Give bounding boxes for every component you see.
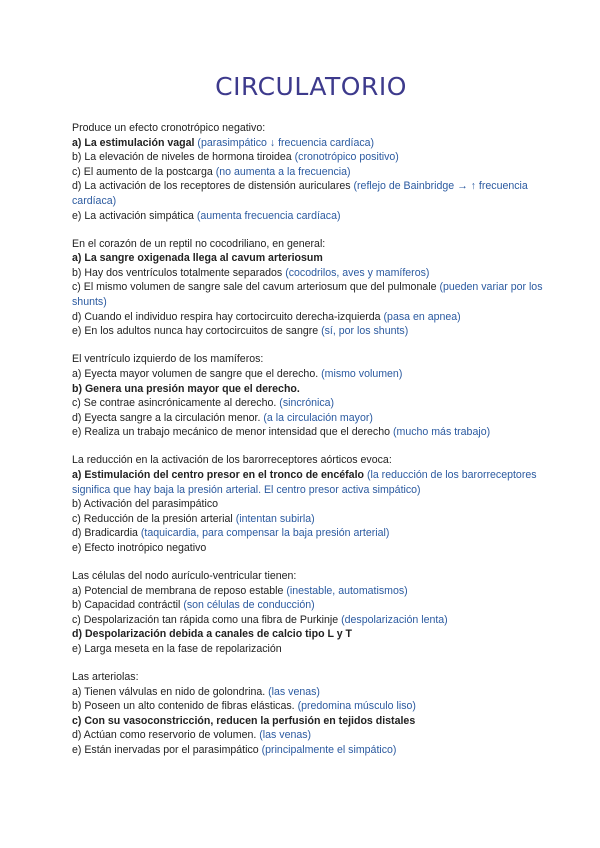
option-note: (cronotrópico positivo)	[294, 151, 399, 164]
option	[72, 584, 550, 599]
option-text: b) La elevación de niveles de hormona tiroidea	[72, 151, 292, 164]
option	[72, 150, 550, 165]
option-correct	[72, 627, 550, 642]
option-note: (cocodrilos, aves y mamíferos)	[285, 266, 430, 279]
option	[72, 280, 550, 309]
question-list	[72, 121, 550, 758]
option-text: e) En los adultos nunca hay cortocircuitos de sangre	[72, 325, 319, 338]
option-note: (reflejo de Bainbridge → ↑ frecuencia cardíaca)	[72, 180, 528, 207]
page-title: CIRCULATORIO	[215, 72, 407, 101]
option-note: (principalmente el simpático)	[261, 744, 397, 757]
option-note: (las venas)	[259, 729, 312, 742]
option-note: (a la circulación mayor)	[263, 411, 373, 424]
option-text: b) Genera una presión mayor que el derecho.	[72, 382, 300, 395]
option-text: c) El mismo volumen de sangre sale del cavum arteriosum que del pulmonale	[72, 281, 437, 294]
option-note: (taquicardia, para compensar la baja presión arterial)	[140, 527, 390, 540]
option	[72, 642, 550, 657]
option-note: (sí, por los shunts)	[321, 325, 409, 338]
option-text: b) Poseen un alto contenido de fibras elásticas.	[72, 700, 295, 713]
option-text: a) La sangre oxigenada llega al cavum arteriosum	[72, 252, 323, 265]
option-text: e) La activación simpática	[72, 209, 194, 222]
option	[72, 728, 550, 743]
option-text: a) Potencial de membrana de reposo estable	[72, 584, 284, 597]
option-note: (pueden variar por los shunts)	[72, 281, 543, 309]
option	[72, 743, 550, 758]
option-text: c) Reducción de la presión arterial	[72, 512, 233, 525]
option-note: (despolarización lenta)	[341, 613, 448, 626]
option	[72, 324, 550, 339]
option	[72, 497, 550, 512]
question-block	[72, 569, 550, 657]
option-text: d) Eyecta sangre a la circulación menor.	[72, 411, 261, 424]
option-text: b) Capacidad contráctil	[72, 599, 181, 612]
option-text: e) Efecto inotrópico negativo	[72, 541, 207, 554]
question-block	[72, 670, 550, 758]
option-text: b) Hay dos ventrículos totalmente separados	[72, 266, 283, 279]
question-block	[72, 453, 550, 555]
option-text: d) Cuando el individuo respira hay cortocircuito derecha-izquierda	[72, 310, 381, 323]
question-text: Las arteriolas:	[72, 671, 139, 684]
option-correct	[72, 714, 550, 729]
question-block	[72, 352, 550, 440]
option	[72, 512, 550, 527]
option-text: c) Despolarización tan rápida como una fibra de Purkinje	[72, 613, 339, 626]
option-text: d) La activación de los receptores de distensión auriculares	[72, 180, 351, 193]
question-text: Produce un efecto cronotrópico negativo:	[72, 122, 266, 134]
option-correct	[72, 251, 550, 266]
option-text: c) El aumento de la postcarga	[72, 165, 213, 178]
option-text: c) Se contrae asincrónicamente al derecho.	[72, 397, 277, 410]
option-note: (mucho más trabajo)	[392, 426, 491, 439]
option	[72, 209, 550, 224]
option	[72, 411, 550, 426]
option-note: (parasimpático ↓ frecuencia cardíaca)	[197, 136, 375, 149]
option-correct	[72, 136, 550, 151]
option	[72, 179, 550, 208]
question-text: La reducción en la activación de los barorreceptores aórticos evoca:	[72, 454, 392, 467]
option	[72, 598, 550, 613]
option-note: (pasa en apnea)	[383, 310, 461, 323]
option-note: (la reducción de los barorreceptores significa que hay baja la presión arterial. El centro presor activa simpático)	[72, 468, 537, 496]
option-text: a) La estimulación vagal	[72, 136, 195, 149]
option-text: e) Larga meseta en la fase de repolarización	[72, 643, 282, 655]
option	[72, 699, 550, 714]
option-note: (no aumenta a la frecuencia)	[215, 165, 351, 178]
option	[72, 425, 550, 440]
option-text: d) Despolarización debida a canales de calcio tipo L y T	[72, 628, 353, 641]
question-block	[72, 237, 550, 339]
option-text: d) Bradicardia	[72, 527, 138, 540]
option	[72, 613, 550, 628]
question-text: El ventrículo izquierdo de los mamíferos:	[72, 353, 264, 366]
option-text: a) Estimulación del centro presor en el tronco de encéfalo	[72, 468, 364, 481]
option-note: (sincrónica)	[279, 397, 335, 410]
option-text: e) Realiza un trabajo mecánico de menor intensidad que el derecho	[72, 426, 391, 439]
option-note: (predomina músculo liso)	[297, 700, 416, 713]
option-note: (las venas)	[268, 685, 320, 698]
option-note: (intentan subirla)	[235, 512, 315, 525]
option-text: a) Tienen válvulas en nido de golondrina.	[72, 685, 266, 698]
option	[72, 310, 550, 325]
option	[72, 367, 550, 382]
option	[72, 266, 550, 281]
option-text: b) Activación del parasimpático	[72, 498, 219, 511]
option	[72, 685, 550, 700]
option-text: d) Actúan como reservorio de volumen.	[72, 729, 257, 742]
option-note: (aumenta frecuencia cardíaca)	[196, 209, 341, 222]
option-text: a) Eyecta mayor volumen de sangre que el derecho.	[72, 367, 319, 380]
question-text: Las células del nodo aurículo-ventricular tienen:	[72, 570, 297, 583]
option-text: c) Con su vasoconstricción, reducen la perfusión en tejidos distales	[72, 714, 416, 727]
option	[72, 165, 550, 180]
question-text: En el corazón de un reptil no cocodriliano, en general:	[72, 237, 326, 250]
option-note: (son células de conducción)	[183, 599, 315, 612]
option	[72, 396, 550, 411]
option-note: (mismo volumen)	[321, 367, 403, 380]
option	[72, 541, 550, 556]
option-correct	[72, 468, 550, 497]
option-note: (inestable, automatismos)	[286, 584, 408, 597]
option	[72, 526, 550, 541]
option-text: e) Están inervadas por el parasimpático	[72, 744, 259, 757]
option-correct	[72, 382, 550, 397]
question-block	[72, 121, 550, 223]
